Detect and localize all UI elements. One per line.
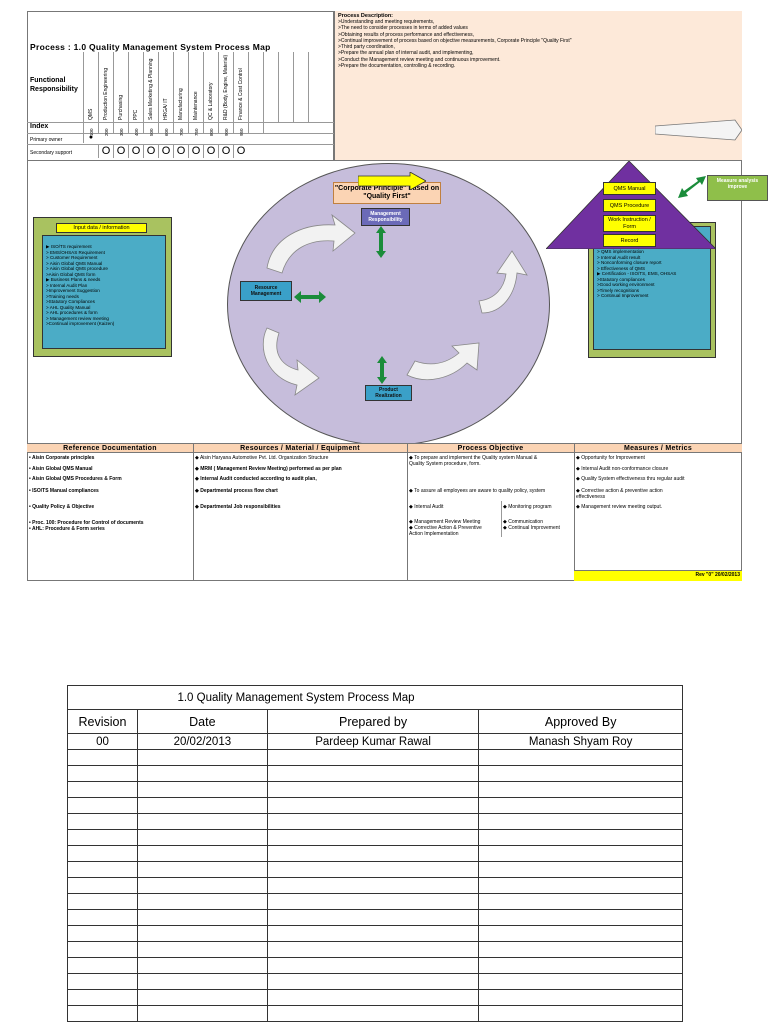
output-item: >Good working environment: [597, 282, 655, 287]
green-double-arrow-icon: [678, 176, 706, 198]
empty-row: [68, 974, 683, 990]
secondary-support-mark: O: [158, 144, 173, 158]
function-column: Finance & Cost Control: [233, 52, 248, 122]
output-item: > QMS implementation: [597, 249, 644, 254]
reference-item: • Aisin Corporate principles: [29, 455, 95, 461]
index-cell: 100: [83, 122, 98, 134]
resource-item: ◆ Internal Audit conducted according to audit plan,: [195, 476, 317, 482]
input-item: ▶ ISO/TS requirement: [46, 244, 92, 249]
pyramid-level: QMS Procedure: [603, 199, 656, 212]
measure-item: ◆ Opportunity for Improvement: [576, 455, 645, 461]
corporate-principle-box: "Corporate Principle" based on "Quality First": [333, 182, 441, 204]
function-column: QC & Laboratory: [203, 52, 218, 122]
yellow-arrow-icon: [358, 172, 426, 190]
input-item: >Training needs: [46, 293, 79, 299]
secondary-support-label: Secondary support: [30, 150, 72, 156]
objective-item: Action Implementation: [409, 531, 459, 537]
function-column: Purchasing: [113, 52, 128, 122]
horizontal-double-arrow-icon: [294, 291, 326, 303]
empty-row: [68, 814, 683, 830]
empty-row: [68, 862, 683, 878]
description-title: Process Description:: [338, 13, 394, 19]
measure-analysis-box: Measure analysis improve: [707, 175, 768, 201]
output-item: > Effectiveness of QMS: [597, 265, 646, 271]
empty-row: [68, 1006, 683, 1022]
index-cell: 500: [143, 122, 158, 134]
objective-item: ◆ Internal Audit: [409, 504, 444, 510]
function-column: [248, 52, 263, 122]
measure-item: ◆ Corrective action & preventive action: [576, 488, 663, 494]
description-line: >Conduct the Management review meeting and continuous improvement.: [338, 56, 501, 63]
reference-item: • Proc. 100: Procedure for Control of documents: [29, 520, 144, 526]
secondary-support-mark: O: [218, 144, 233, 158]
index-label: Index: [30, 123, 49, 130]
secondary-support-mark: O: [128, 144, 143, 158]
objective-item: ◆ Continual Improvement: [503, 525, 560, 531]
pyramid-level: Record: [603, 234, 656, 247]
measure-item: ◆ Quality System effectiveness thru regular audit: [576, 476, 685, 482]
approved-by-cell: Manash Shyam Roy: [479, 734, 683, 750]
description-line: >Obtaining results of process performance and effectiveness,: [338, 31, 474, 38]
function-column: [293, 52, 308, 122]
function-column: [263, 52, 278, 122]
empty-row: [68, 798, 683, 814]
function-column: Manufacturing: [173, 52, 188, 122]
input-item: >Statutory Compliances: [46, 299, 95, 304]
date-header: Date: [137, 710, 267, 734]
functional-responsibility-label: Functional Responsibility: [30, 77, 78, 93]
description-line: >Third party coordination,: [338, 44, 395, 51]
resource-item: ◆ MRM ( Management Review Meeting) performed as per plan: [195, 466, 342, 472]
date-cell: 20/02/2013: [137, 734, 267, 750]
secondary-support-mark: O: [173, 144, 188, 158]
input-item: > Internal Audit Plan: [46, 282, 88, 288]
output-item: > Continual Improvement: [597, 293, 649, 298]
empty-row: [68, 942, 683, 958]
input-item: > Aisin Global QMS procedure: [46, 266, 108, 271]
input-item: ▶ Business Plans & needs: [46, 277, 101, 282]
empty-row: [68, 958, 683, 974]
table-row: [68, 734, 683, 750]
reference-item: • ISO/TS Manual compliances: [29, 488, 99, 494]
objective-item: ◆ Management Review Meeting: [409, 519, 481, 525]
secondary-support-mark: O: [98, 144, 113, 158]
prepared-by-header: Prepared by: [267, 710, 479, 734]
input-item: >Aisin Global QMS form: [46, 271, 96, 277]
index-cell: 800: [203, 122, 218, 134]
revision-header: Revision: [68, 710, 138, 734]
cycle-arrows-icon: [227, 163, 550, 446]
description-line: >The need to consider processes in terms of added values: [338, 25, 468, 32]
pyramid-level: Work Instruction / Form: [603, 215, 656, 232]
secondary-support-mark: O: [203, 144, 218, 158]
primary-owner-mark: ●: [83, 133, 98, 143]
objective-item: ◆ Communication: [503, 519, 543, 525]
resource-item: ◆ Aisin Haryana Automotive Pvt. Ltd. Organization Structure: [195, 455, 329, 461]
index-cell: 950: [233, 122, 248, 134]
empty-row: [68, 990, 683, 1006]
index-cell: 200: [98, 122, 113, 134]
measure-item: effectiveness: [576, 494, 606, 500]
secondary-support-mark: O: [143, 144, 158, 158]
description-line: >Prepare the documentation, controlling & recording.: [338, 63, 456, 70]
measures-header: Measures / Metrics: [623, 445, 693, 452]
function-column: QMS: [83, 52, 98, 122]
resource-management-box: Resource Management: [240, 281, 292, 301]
function-column: Production Engineering: [98, 52, 113, 122]
empty-row: [68, 878, 683, 894]
prepared-by-cell: Pardeep Kumar Rawal: [267, 734, 479, 750]
description-line: >Continual improvement of process based on objective measurements, Corporate Principle "Quality First": [338, 37, 572, 44]
input-item: >Improvement Suggestion: [46, 288, 100, 293]
resources-header: Resources / Material / Equipment: [240, 445, 360, 452]
measure-item: ◆ Management review meeting output.: [576, 504, 663, 510]
reference-item: • Aisin Global QMS Procedures & Form: [29, 476, 122, 482]
function-column: HRGA/ IT: [158, 52, 173, 122]
function-column: PPC: [128, 52, 143, 122]
empty-row: [68, 910, 683, 926]
vertical-double-arrow-icon: [376, 226, 386, 258]
empty-row: [68, 750, 683, 766]
empty-row: [68, 782, 683, 798]
index-cell: 300: [113, 122, 128, 134]
input-item: > AHL procedures & form: [46, 310, 98, 315]
secondary-support-mark: O: [188, 144, 203, 158]
index-cell: [263, 122, 278, 134]
input-title: Input data / information: [56, 223, 147, 233]
resource-item: ◆ Departmental process flow chart: [195, 488, 278, 494]
empty-row: [68, 830, 683, 846]
output-item: > Nonconforming closure report: [597, 260, 662, 265]
empty-row: [68, 846, 683, 862]
primary-owner-label: Primary owner: [30, 137, 63, 143]
revision-table: [67, 685, 683, 1022]
input-item: > Management review meeting: [46, 315, 109, 321]
reference-item: • AHL: Procedure & Form series: [29, 526, 105, 532]
objective-item: ◆ Corrective Action & Preventive: [409, 525, 482, 531]
description-line: >Prepare the annual plan of internal audit, and implementing,: [338, 50, 474, 57]
approved-by-header: Approved By: [479, 710, 683, 734]
function-column: R&D (Body, Engine, Material): [218, 52, 233, 122]
function-column: [308, 52, 323, 122]
reference-header: Reference Documentation: [63, 445, 157, 452]
input-item: > EMS/OHSAS Requirement: [46, 249, 105, 255]
index-cell: 400: [128, 122, 143, 134]
resource-item: ◆ Departmental Job responsibilities: [195, 504, 281, 510]
objective-item: ◆ Monitoring program: [503, 504, 552, 510]
empty-row: [68, 926, 683, 942]
objective-item: ◆ To assure all employees are aware to quality policy, system: [409, 488, 546, 494]
index-cell: 600: [158, 122, 173, 134]
input-item: > Aisin Global QMS Manual: [46, 260, 103, 266]
vertical-double-arrow-icon: [377, 356, 387, 384]
revision-table-title: 1.0 Quality Management System Process Map: [137, 686, 682, 710]
empty-row: [68, 766, 683, 782]
management-responsibility-box: Management Responsibility: [361, 208, 410, 226]
measure-item: ◆ Internal Audit non-conformance closure: [576, 466, 669, 472]
description-line: >Understanding and meeting requirements,: [338, 19, 435, 25]
input-list: [42, 235, 166, 349]
input-item: > Customer Requirement: [46, 255, 98, 260]
reference-item: • Aisin Global QMS Manual: [29, 466, 93, 472]
secondary-support-mark: O: [113, 144, 128, 158]
function-column: Sales Marketing & Planning: [143, 52, 158, 122]
objective-item: Quality System procedure, form.: [409, 461, 481, 467]
index-cell: [248, 122, 263, 134]
process-title: Process : 1.0 Quality Management System Process Map: [30, 42, 271, 52]
output-item: >Statutory compliances: [597, 276, 645, 282]
output-item: ▶ Certification - ISO/TS, EMS, OHSAS: [597, 271, 677, 276]
input-item: > AHL Quality Manual: [46, 304, 91, 310]
output-item: >Timely recognitions: [597, 287, 640, 293]
product-realization-box: Product Realization: [365, 385, 412, 401]
output-item: > Internal Audit result: [597, 254, 641, 260]
empty-row: [68, 894, 683, 910]
revision-cell: 00: [68, 734, 138, 750]
input-item: >Continual improvement (Kaizen): [46, 321, 115, 326]
objective-header: Process Objective: [457, 445, 524, 452]
index-cell: 700: [173, 122, 188, 134]
secondary-support-mark: O: [233, 144, 248, 158]
index-cell: 750: [188, 122, 203, 134]
revision-note: Rev "0" 20/02/2013: [695, 572, 740, 578]
function-column: Maintenance: [188, 52, 203, 122]
reference-item: • Quality Policy & Objective: [29, 504, 95, 510]
objective-item: ◆ To prepare and implement the Quality system Manual &: [409, 455, 538, 461]
grey-arrow-icon: [655, 118, 742, 142]
pyramid-level: QMS Manual: [603, 182, 656, 195]
function-column: [278, 52, 293, 122]
index-cell: 900: [218, 122, 233, 134]
